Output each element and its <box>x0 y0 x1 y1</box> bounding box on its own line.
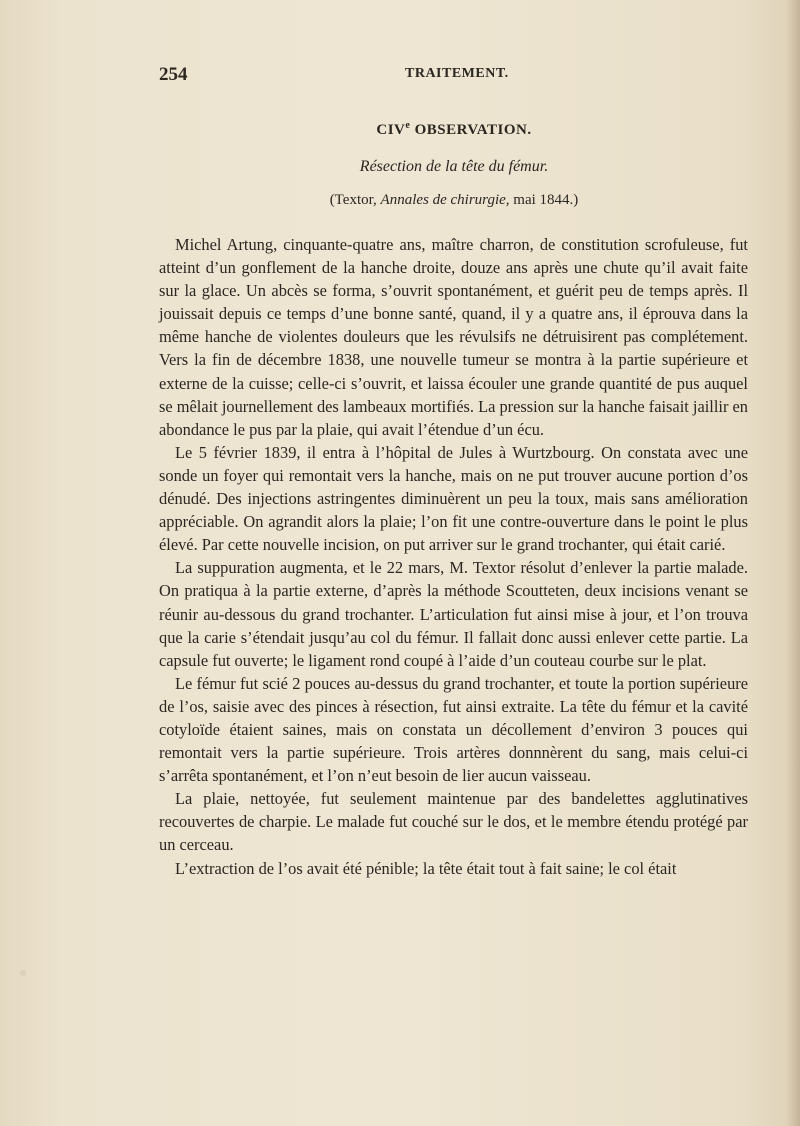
observation-superscript: e <box>405 120 411 131</box>
body-text <box>159 233 748 880</box>
running-title: TRAITEMENT. <box>405 66 509 81</box>
paper-stain <box>20 970 26 976</box>
paragraph: Le 5 février 1839, il entra à l’hôpital de Jules à Wurtzbourg. On constata avec une sonde un foyer qui remontait vers la hanche, mais on ne put trouver aucune portion d’os dénudé. Des injections astringentes diminuèrent un peu la toux, mais sans amélioration appréciable. On agrandit alors la plaie; l’on fit une contre-ouverture dans le point le plus élevé. Par cette nouvelle incision, on put arriver sur le grand trochanter, qui était carié. <box>159 442 748 555</box>
page-header <box>159 64 749 86</box>
source-journal: Annales de chirurgie, <box>380 192 510 208</box>
source-citation <box>159 192 749 209</box>
paragraph: Michel Artung, cinquante-quatre ans, maître charron, de constitution scrofuleuse, fut atteint d’un gonflement de la hanche droite, douze ans après une chute qu’il avait faite sur la glace. Un abcès se forma, s’ouvrit spontanément, et guérit peu de temps après. Il jouissait depuis ce temps d’une bonne santé, quand, il y a quatre ans, il éprouva dans la même hanche de violentes douleurs que les révulsifs ne détruisirent pas complétement. Vers la fin de décembre 1838, une nouvelle tumeur se montra à la partie supérieure et externe de la cuisse; celle-ci s’ouvrit, et laissa écouler une grande quantité de pus auquel se mêlait journellement des lambeaux mortifiés. La pression sur la hanche faisait jaillir en abondance le pus par la plaie, qui avait l’étendue d’un écu. <box>159 235 748 439</box>
page-edge-shadow <box>786 0 800 1126</box>
observation-number: CIV <box>376 122 406 138</box>
observation-word: OBSERVATION. <box>414 122 532 138</box>
page-number: 254 <box>159 64 188 85</box>
paragraph: Le fémur fut scié 2 pouces au-dessus du grand trochanter, et toute la portion supérieure de l’os, saisie avec des pinces à résection, fut ainsi extraite. La tête du fémur et la cavité cotyloïde étaient saines, mais on constata un décollement d’environ 3 pouces qui remontait vers la partie supérieure. Trois artères donnnèrent du sang, mais celui-ci s’arrêta spontanément, et l’on n’eut besoin de lier aucun vaisseau. <box>159 673 748 786</box>
source-close: mai 1844.) <box>509 192 579 208</box>
paragraph: L’extraction de l’os avait été pénible; la tête était tout à fait saine; le col était <box>175 858 677 878</box>
paragraph: La suppuration augmenta, et le 22 mars, M. Textor résolut d’enlever la partie malade. On pratiqua à la partie externe, d’après la méthode Scoutteten, deux incisions venant se réunir au-dessous du grand trochanter. L’articulation fut ainsi mise à jour, et l’on trouva que la carie s’étendait jusqu’au col du fémur. Il fallait donc aussi enlever cette partie. La capsule fut ouverte; le ligament rond coupé à l’aide d’un couteau courbe sur le plat. <box>159 558 748 670</box>
observation-title <box>159 120 749 139</box>
observation-subtitle: Résection de la tête du fémur. <box>359 158 549 175</box>
paragraph: La plaie, nettoyée, fut seulement maintenue par des bandelettes agglutinatives recouvertes de charpie. Le malade fut couché sur le dos, et le membre étendu protégé par un cerceau. <box>159 789 748 855</box>
source-open: (Textor, <box>329 192 381 208</box>
